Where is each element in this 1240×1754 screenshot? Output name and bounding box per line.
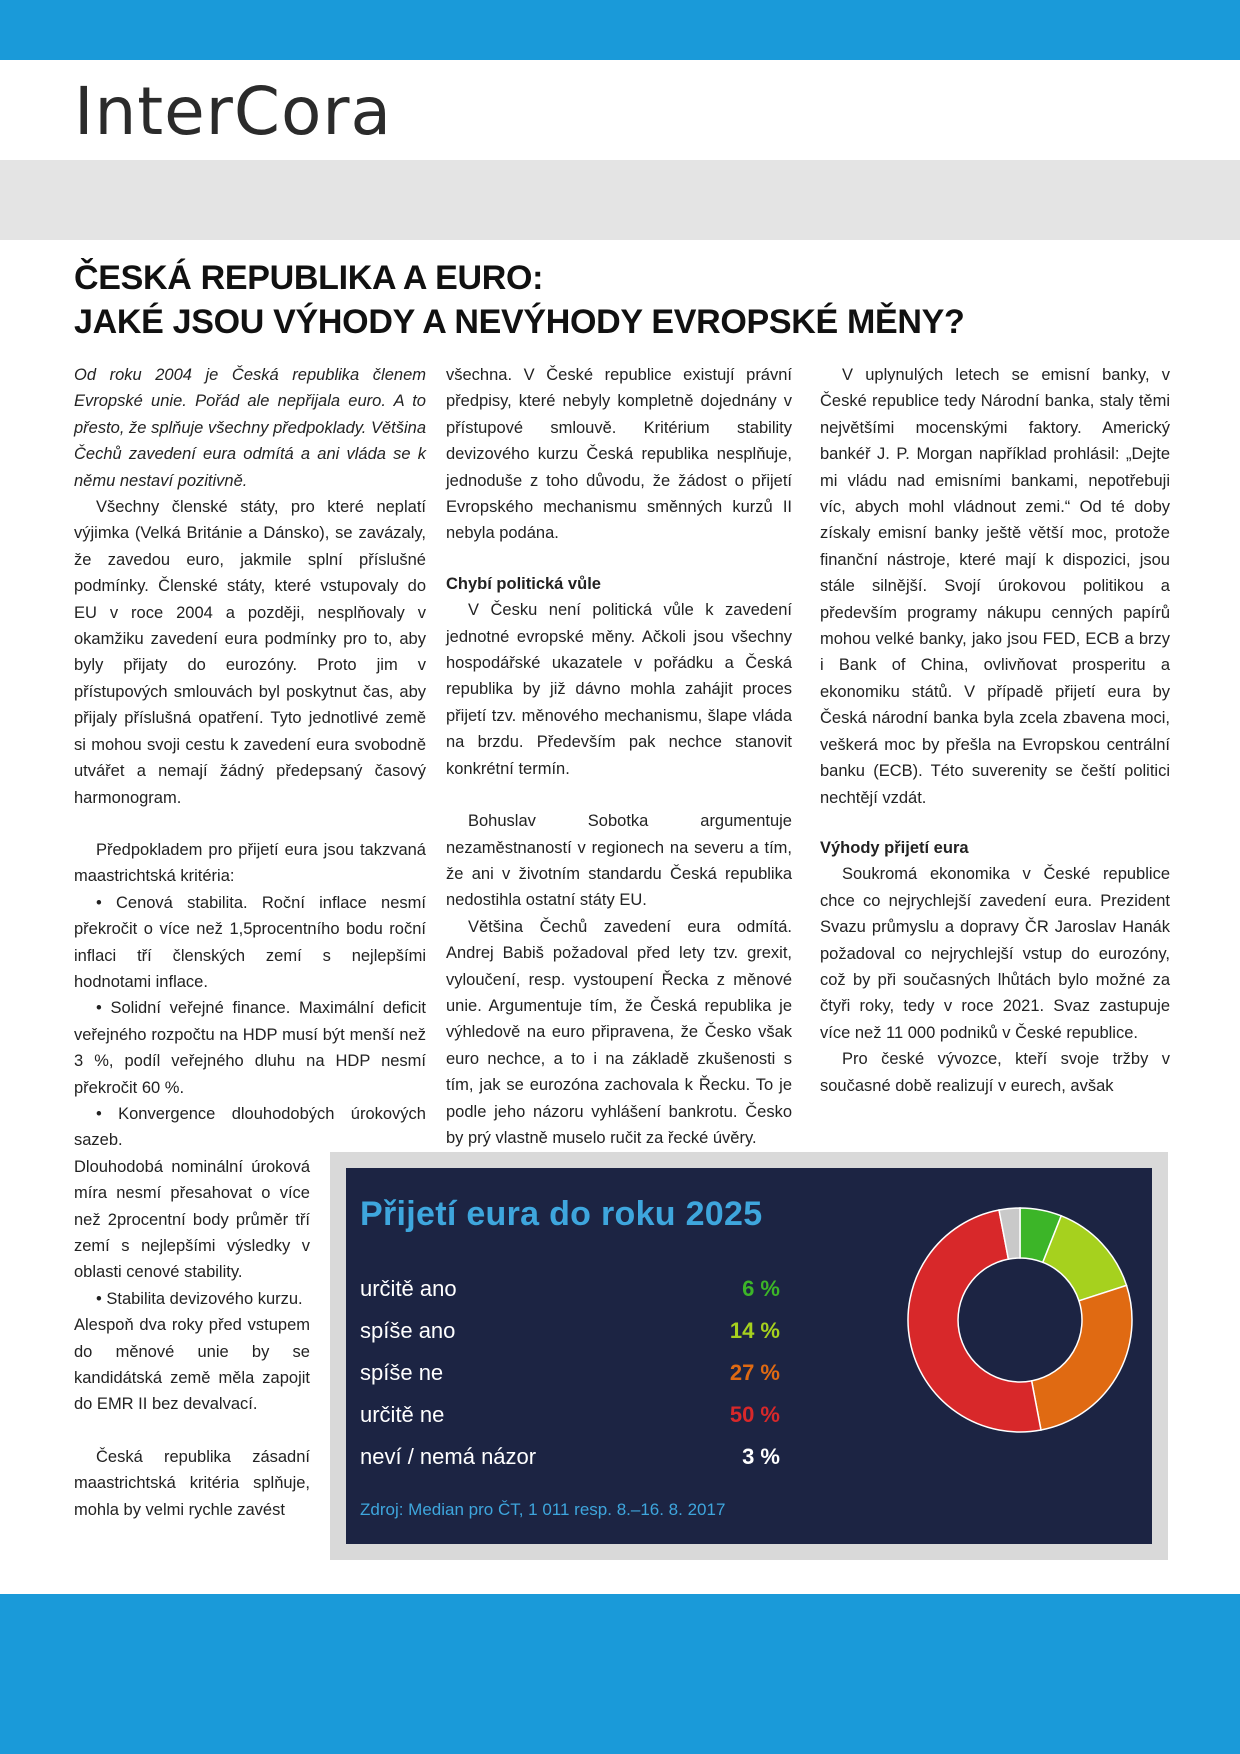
donut-slice	[1032, 1285, 1132, 1430]
infographic-source: Zdroj: Median pro ČT, 1 011 resp. 8.–16. 8. 2017	[360, 1500, 726, 1519]
article-paragraph: V uplynulých letech se emisní banky, v České republice tedy Národní banka, staly těmi největšími mocenskými faktory. Americký bankéř J. P. Morgan například prohlásil: „Dejte mi vládu nad emisními bankami, nepotřebuji víc, abych mohl vládnout zemi.“ Od té doby získaly emisní banky ještě větší moc, protože finanční nástroje, které mají k dispozici, jsou stále silnější. Svojí úrokovou politikou a především programy nákupu cenných papírů mohou velké banky, jako jsou FED, ECB a brzy i Bank of China, ovlivňovat prosperitu a ekonomiku států. V případě přijetí eura by Česká národní banka byla zcela zbavena moci, veškerá moc by přešla na Evropskou centrální banku (ECB). Této suverenity se čeští politici nechtějí vzdát.	[820, 366, 1170, 807]
legend-label: určitě ano	[360, 1276, 457, 1301]
legend-value: 27 %	[729, 1360, 780, 1385]
legend-label: neví / nemá názor	[360, 1444, 537, 1469]
spacer	[446, 782, 792, 808]
article-paragraph: Soukromá ekonomika v České republice chce co nejrychlejší zavedení eura. Prezident Svazu průmyslu a dopravy ČR Jaroslav Hanák požadoval co nejrychlejší vstup do eurozóny, což by při současných lhůtách bylo možné za čtyři roky, tedy v roce 2021. Svaz zastupuje více než 11 000 podniků v České republice.	[820, 865, 1170, 1042]
article-paragraph: Všechny členské státy, pro které neplatí výjimka (Velká Británie a Dánsko), se zavázaly, že zavedou euro, jakmile splní příslušné podmínky. Členské státy, které vstupovaly do EU v roce 2004 a později, nesplňovaly v okamžiku zavedení eura podmínky pro to, aby byly přijaty do eurozóny. Proto jim v přístupových smlouvách byl poskytnut čas, aby přijaly příslušná opatření. Tyto jednotlivé země si mohou svoji cestu k zavedení eura svobodně utvářet a nemají žádný předepsaný časový harmonogram.	[74, 498, 426, 807]
section-heading: Chybí politická vůle	[446, 574, 601, 593]
article-paragraph: Většina Čechů zavedení eura odmítá. Andrej Babiš požadoval před lety tzv. grexit, vyloučení, resp. vystoupení Řecka z měnové unie. Argumentuje tím, že Česká republika je výhledově na euro připravena, že Česko však euro nechce, a to i na základě zkušenosti s tím, jak se eurozóna zachovala k Řecku. To je podle jeho názoru vyhlášení bankrotu. Česko by prý vlastně muselo ručit za řecké úvěry.	[446, 917, 792, 1147]
infographic-frame	[330, 1152, 1168, 1560]
chart-legend	[360, 1268, 780, 1478]
section-heading: Výhody přijetí eura	[820, 838, 969, 857]
headline-line-1: ČESKÁ REPUBLIKA A EURO:	[74, 259, 544, 297]
article-lead: Od roku 2004 je Česká republika členem Evropské unie. Pořád ale nepřijala euro. A to přesto, že splňuje všechny předpoklady. Většina Čechů zavedení eura odmítá a ani vláda se k němu nestaví pozitivně.	[74, 366, 426, 490]
article-paragraph: Pro české vývozce, kteří svoje tržby v současné době realizují v eurech, avšak	[820, 1050, 1170, 1095]
article-column-2	[446, 362, 792, 1151]
legend-row	[360, 1394, 780, 1436]
donut-slice	[1043, 1216, 1127, 1301]
article-paragraph: Bohuslav Sobotka argumentuje nezaměstnaností v regionech na severu a tím, že ani v životním standardu Česká republika nedostihla ostatní státy EU.	[446, 812, 792, 910]
legend-row	[360, 1310, 780, 1352]
criteria-bullet-inflation: • Cenová stabilita. Roční inflace nesmí překročit o více než 1,5procentního bodu roční inflaci tří členských zemí s nejlepšími hodnotami inflace.	[74, 893, 426, 991]
brand-logo: InterCora	[74, 73, 392, 150]
article-paragraph: Předpokladem pro přijetí eura jsou takzvaná maastrichtská kritéria:	[74, 840, 426, 886]
article-paragraph: Česká republika zásadní maastrichtská kritéria splňuje, mohla by velmi rychle zavést	[74, 1447, 310, 1519]
legend-row	[360, 1436, 780, 1478]
infographic-panel	[346, 1168, 1152, 1544]
article-paragraph: všechna. V České republice existují právní předpisy, které nebyly kompletně dojednány v přístupové smlouvě. Kritérium stability devizového kurzu Česká republika nesplňuje, jednoduše z toho důvodu, že žádost o přijetí Evropského mechanismu směnných kurzů II nebyla podána.	[446, 366, 792, 543]
legend-value: 50 %	[729, 1402, 780, 1427]
criteria-bullet-rates	[74, 1101, 426, 1154]
infographic-title: Přijetí eura do roku 2025	[360, 1195, 763, 1233]
criteria-bullet-exchange-head: • Stabilita devizového kurzu.	[96, 1289, 303, 1308]
legend-value: 6 %	[742, 1276, 780, 1301]
spacer	[74, 811, 426, 837]
legend-label: spíše ano	[360, 1318, 456, 1343]
header-band	[0, 160, 1240, 240]
bottom-band	[0, 1594, 1240, 1754]
legend-value: 3 %	[742, 1444, 780, 1469]
legend-row	[360, 1268, 780, 1310]
legend-value: 14 %	[729, 1318, 780, 1343]
criteria-bullet-exchange-body: Alespoň dva roky před vstupem do měnové unie by se kandidátská země měla zapojit do EMR II bez devalvací.	[74, 1316, 310, 1414]
headline-line-2: JAKÉ JSOU VÝHODY A NEVÝHODY EVROPSKÉ MĚNY?	[74, 303, 965, 341]
legend-row	[360, 1352, 780, 1394]
donut-chart	[906, 1206, 1134, 1434]
article-paragraph: V Česku není politická vůle k zavedení jednotné evropské měny. Ačkoli jsou všechny hospodářské ukazatele v pořádku a Česká republika by již dávno mohla zahájit proces přijetí tzv. měnového mechanismu, šlape vláda na brzdu. Především pak nechce stanovit konkrétní termín.	[446, 601, 792, 778]
criteria-bullet-rates-head: • Konvergence dlouhodobých úrokových sazeb.	[74, 1104, 426, 1150]
criteria-bullet-rates-body: Dlouhodobá nominální úroková míra nesmí přesahovat o více než 2procentní body průměr tří zemí s nejlepšími výsledky v oblasti cenové stability.	[74, 1157, 310, 1282]
article-column-3	[820, 362, 1170, 1099]
article-headline	[74, 256, 1174, 344]
criteria-bullet-finance: • Solidní veřejné finance. Maximální deficit veřejného rozpočtu na HDP musí být menší než 3 %, podíl veřejného dluhu na HDP nesmí překročit 60 %.	[74, 999, 426, 1097]
legend-label: spíše ne	[360, 1360, 444, 1385]
top-accent-bar	[0, 0, 1240, 60]
legend-label: určitě ne	[360, 1402, 445, 1427]
